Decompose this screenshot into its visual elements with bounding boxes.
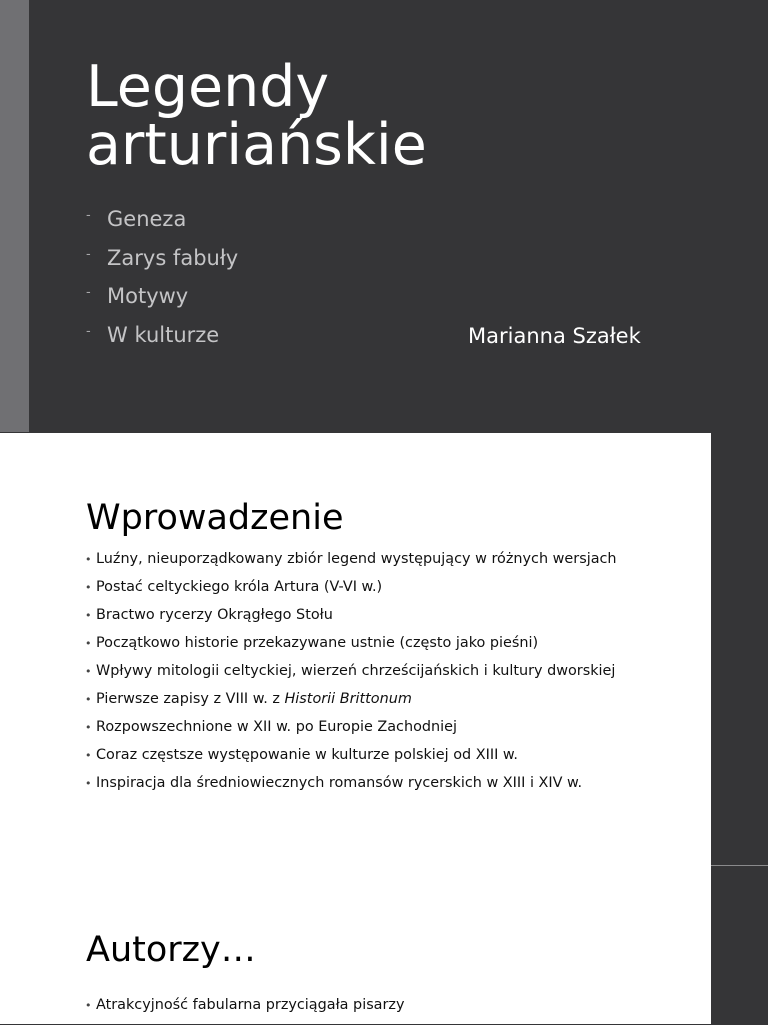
bullet-item: • Początkowo historie przekazywane ustnie (często jako pieśni) — [86, 635, 626, 652]
title-line-2: arturiańskie — [86, 112, 427, 178]
bullet-item: • Rozpowszechnione w XII w. po Europie Zachodniej — [86, 719, 626, 736]
bullet-item: • Wpływy mitologii celtyckiej, wierzeń chrześcijańskich i kultury dworskiej — [86, 663, 626, 680]
topic-item: - W kulturze — [86, 320, 238, 359]
content-slide — [0, 433, 711, 1024]
right-side-panel — [711, 432, 768, 1024]
bullet-italic-title: Historii Brittonum — [284, 691, 412, 707]
bullet-item: • Coraz częstsze występowanie w kulturze polskiej od XIII w. — [86, 747, 626, 764]
presentation-title — [86, 54, 427, 178]
bullet-item: • Inspiracja dla średniowiecznych romansów rycerskich w XIII i XIV w. — [86, 775, 626, 792]
intro-bullet-list — [86, 551, 626, 803]
bullet-item: • Postać celtyckiego króla Artura (V-VI w.) — [86, 579, 626, 596]
bullet-text: Pierwsze zapisy z VIII w. z — [96, 691, 285, 707]
bullet-item: • Bractwo rycerzy Okrągłego Stołu — [86, 607, 626, 624]
author-name: Marianna Szałek — [468, 324, 641, 348]
topic-item: - Geneza — [86, 204, 238, 243]
authors-heading: Autorzy… — [86, 930, 256, 970]
authors-bullet-list — [86, 997, 626, 1025]
intro-heading: Wprowadzenie — [86, 498, 344, 538]
title-slide — [0, 0, 768, 432]
topic-item: - Motywy — [86, 281, 238, 320]
accent-strip — [0, 0, 29, 432]
topic-item: - Zarys fabuły — [86, 243, 238, 282]
bullet-item — [86, 691, 626, 708]
title-line-1: Legendy — [86, 54, 330, 120]
topic-list — [86, 204, 238, 358]
slide-divider — [711, 865, 768, 866]
bullet-item: • Luźny, nieuporządkowany zbiór legend występujący w różnych wersjach — [86, 551, 626, 568]
bullet-item: • Atrakcyjność fabularna przyciągała pisarzy — [86, 997, 626, 1014]
